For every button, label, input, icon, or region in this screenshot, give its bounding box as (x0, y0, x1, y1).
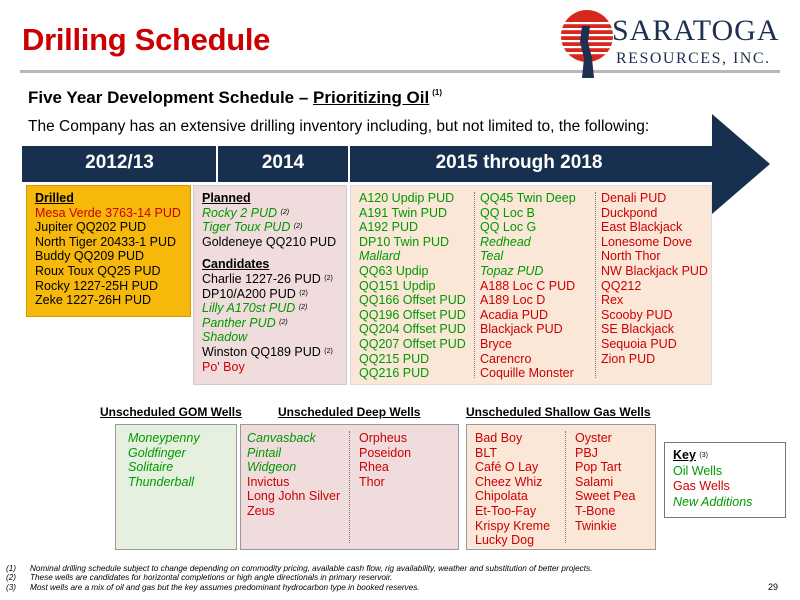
planned-header: Planned (202, 191, 251, 205)
gom-wells-list (128, 431, 200, 489)
well-item (359, 475, 411, 490)
well-item-label: SE Blackjack (601, 322, 674, 337)
well-item-label: Zeke 1227-26H PUD (35, 293, 152, 308)
well-item (480, 337, 576, 352)
well-item-label: Poseidon (359, 445, 412, 460)
well-item (202, 316, 338, 331)
deep-wells-list-b (359, 431, 411, 489)
well-item-label: Acadia PUD (480, 307, 549, 322)
column-divider (349, 431, 350, 543)
well-item-label: Twinkie (575, 518, 617, 533)
well-item-label: T-Bone (575, 503, 616, 518)
well-item-label: QQ Loc G (480, 220, 537, 235)
well-item-label: Orpheus (359, 431, 407, 445)
intro-text: The Company has an extensive drilling inventory including, but not limited to, the following: (28, 118, 650, 135)
well-item-label: A188 Loc C PUD (480, 278, 576, 293)
candidates-list (202, 272, 338, 374)
well-item (202, 235, 338, 250)
well-item-label: Et-Too-Fay (475, 503, 537, 518)
well-item (575, 475, 635, 490)
well-item-label: Tiger Toux PUD (202, 220, 291, 235)
drilled-header: Drilled (35, 191, 74, 205)
well-item (575, 460, 635, 475)
well-item-label: Krispy Kreme (475, 518, 551, 533)
well-item-label: Bryce (480, 336, 512, 351)
page-title: Drilling Schedule (22, 22, 271, 57)
wells-2015-list-a (359, 191, 466, 381)
wells-2015-list-c (601, 191, 708, 366)
well-item-label: Mallard (359, 249, 400, 264)
well-item (480, 264, 576, 279)
footnote-ref: (1) (432, 88, 442, 97)
legend-key (664, 442, 786, 518)
well-item-label: Po' Boy (202, 359, 245, 374)
drilled-list (35, 206, 182, 308)
well-item-label: Solitaire (128, 460, 174, 475)
well-item-label: Shadow (202, 330, 248, 345)
year-label-2012: 2012/13 (85, 152, 154, 173)
well-item (359, 220, 466, 235)
well-item (35, 220, 182, 235)
well-item-label: QQ Loc B (480, 205, 535, 220)
well-item-label: Moneypenny (128, 431, 200, 445)
well-item (247, 460, 340, 475)
well-item-label: Thunderball (128, 474, 195, 489)
well-item (575, 431, 635, 446)
well-item (601, 293, 708, 308)
well-item-label: Carencro (480, 351, 532, 366)
well-item-label: Rex (601, 293, 624, 308)
well-item-label: Zeus (247, 503, 275, 518)
well-item (480, 206, 576, 221)
well-item-label: Rocky 2 PUD (202, 205, 278, 220)
well-item (128, 431, 200, 446)
well-item-label: QQ207 Offset PUD (359, 336, 466, 351)
wells-2015-list-b (480, 191, 576, 381)
well-item-label: Sweet Pea (575, 489, 636, 504)
well-item (247, 475, 340, 490)
well-item (359, 264, 466, 279)
well-item-label: Mesa Verde 3763-14 PUD (35, 205, 181, 220)
well-item (601, 220, 708, 235)
well-item-label: Denali PUD (601, 191, 667, 205)
footnote-ref: (2) (279, 318, 288, 326)
well-item-label: Thor (359, 474, 385, 489)
wells-2015-2018-box (350, 185, 712, 385)
well-item (480, 249, 576, 264)
well-item-label: A120 Updip PUD (359, 191, 455, 205)
well-item (128, 475, 200, 490)
well-item (247, 504, 340, 519)
key-new-additions: New Additions (673, 494, 753, 509)
well-item (480, 308, 576, 323)
well-item-label: QQ212 (601, 278, 642, 293)
well-item (480, 293, 576, 308)
well-item-label: DP10 Twin PUD (359, 234, 450, 249)
well-item (128, 460, 200, 475)
well-item-label: Long John Silver (247, 489, 341, 504)
well-item (359, 293, 466, 308)
well-item (359, 460, 411, 475)
shallow-wells-list-b (575, 431, 635, 533)
well-item-label: QQ196 Offset PUD (359, 307, 466, 322)
well-item-label: Oyster (575, 431, 612, 445)
well-item-label: Widgeon (247, 460, 297, 475)
well-item (475, 519, 550, 534)
wells-2014-box (193, 185, 347, 385)
well-item (475, 460, 550, 475)
footnotes (6, 564, 592, 592)
well-item (480, 366, 576, 381)
company-logo (560, 8, 792, 80)
well-item-label: Coquille Monster (480, 366, 574, 381)
well-item (480, 322, 576, 337)
shallow-wells-list-a (475, 431, 550, 548)
gom-wells-header: Unscheduled GOM Wells (100, 405, 242, 419)
well-item-label: Charlie 1227-26 PUD (202, 271, 321, 286)
well-item-label: Lilly A170st PUD (202, 301, 296, 316)
well-item-label: QQ216 PUD (359, 366, 430, 381)
well-item-label: Invictus (247, 474, 290, 489)
well-item (359, 446, 411, 461)
well-item-label: Roux Toux QQ25 PUD (35, 263, 161, 278)
well-item (202, 330, 338, 345)
footnote-3: (3) Most wells are a mix of oil and gas but the key assumes predominant hydrocarbon type in booked reserves. (6, 582, 420, 592)
well-item (247, 446, 340, 461)
well-item (202, 206, 338, 221)
well-item (35, 279, 182, 294)
well-item-label: Blackjack PUD (480, 322, 563, 337)
well-item (601, 249, 708, 264)
year-label-2014: 2014 (261, 152, 305, 173)
key-oil-wells: Oil Wells (673, 463, 723, 478)
year-label-2015-2018: 2015 through 2018 (435, 152, 603, 173)
well-item (247, 489, 340, 504)
well-item (601, 279, 708, 294)
well-item-label: Rocky 1227-25H PUD (35, 278, 158, 293)
well-item-label: Chipolata (475, 489, 528, 504)
well-item-label: Café O Lay (475, 460, 539, 475)
key-footnote-ref: (3) (699, 452, 708, 459)
well-item (359, 249, 466, 264)
section-heading-prefix: Five Year Development Schedule – (28, 88, 314, 107)
well-item (480, 352, 576, 367)
footnote-ref: (2) (299, 289, 308, 297)
well-item-label: QQ204 Offset PUD (359, 322, 466, 337)
well-item (601, 308, 708, 323)
footnote-2: (2) These wells are candidates for horizontal completions or high angle directionals in primary reservoir. (6, 573, 393, 583)
well-item-label: QQ45 Twin Deep (480, 191, 576, 205)
well-item-label: North Thor (601, 249, 661, 264)
well-item-label: Buddy QQ209 PUD (35, 249, 145, 264)
well-item-label: Rhea (359, 460, 389, 475)
well-item-label: Teal (480, 249, 504, 264)
well-item (601, 322, 708, 337)
candidates-header: Candidates (202, 257, 270, 272)
footnote-ref: (2) (324, 347, 333, 355)
well-item-label: Panther PUD (202, 315, 276, 330)
well-item-label: Goldeneye QQ210 PUD (202, 234, 337, 249)
well-item-label: A191 Twin PUD (359, 205, 448, 220)
footnote-1: (1) Nominal drilling schedule subject to change depending on commodity pricing, available cash flow, rig availability, weather and substitution of better projects. (6, 564, 593, 573)
well-item-label: Goldfinger (128, 445, 186, 460)
well-item (359, 352, 466, 367)
well-item-label: East Blackjack (601, 220, 683, 235)
well-item (575, 446, 635, 461)
well-item-label: DP10/A200 PUD (202, 286, 296, 301)
well-item (359, 431, 411, 446)
well-item (359, 308, 466, 323)
footnote-ref: (2) (293, 223, 303, 231)
planned-list (202, 206, 338, 250)
well-item (35, 264, 182, 279)
well-item-label: QQ151 Updip (359, 278, 436, 293)
well-item-label: Bad Boy (475, 431, 523, 445)
well-item-label: Pop Tart (575, 460, 622, 475)
well-item (480, 235, 576, 250)
well-item-label: Lonesome Dove (601, 234, 693, 249)
gom-wells-box (115, 424, 237, 550)
well-item (480, 279, 576, 294)
well-item (475, 489, 550, 504)
well-item (202, 272, 338, 287)
well-item-label: Winston QQ189 PUD (202, 344, 321, 359)
well-item-label: PBJ (575, 445, 598, 460)
well-item (575, 519, 635, 534)
well-item (480, 191, 576, 206)
logo-wordmark: SARATOGA (612, 14, 780, 47)
column-divider (595, 192, 596, 378)
section-heading-emphasis: Prioritizing Oil (313, 88, 430, 107)
well-item-label: QQ166 Offset PUD (359, 293, 466, 308)
well-item (35, 249, 182, 264)
well-item-label: A192 PUD (359, 220, 419, 235)
well-item (475, 504, 550, 519)
deep-wells-box (240, 424, 459, 550)
key-gas-wells: Gas Wells (673, 479, 730, 493)
well-item-label: Salami (575, 474, 614, 489)
well-item-label: Duckpond (601, 205, 658, 220)
well-item (35, 206, 182, 221)
well-item (359, 366, 466, 381)
well-item (475, 431, 550, 446)
well-item (575, 489, 635, 504)
well-item (601, 191, 708, 206)
well-item (202, 220, 338, 235)
footnote-ref: (2) (298, 304, 308, 312)
shallow-gas-wells-box (466, 424, 656, 550)
well-item-label: BLT (475, 445, 497, 460)
well-item (359, 322, 466, 337)
well-item-label: QQ63 Updip (359, 263, 429, 278)
deep-wells-list-a (247, 431, 340, 519)
well-item (475, 446, 550, 461)
well-item (601, 206, 708, 221)
well-item (359, 279, 466, 294)
well-item-label: Sequoia PUD (601, 336, 677, 351)
well-item-label: Pintail (247, 445, 282, 460)
well-item (359, 206, 466, 221)
well-item-label: NW Blackjack PUD (601, 263, 708, 278)
well-item-label: Zion PUD (601, 351, 656, 366)
well-item (359, 337, 466, 352)
well-item (601, 337, 708, 352)
well-item (202, 345, 338, 360)
well-item (601, 352, 708, 367)
well-item-label: Lucky Dog (475, 533, 535, 548)
well-item-label: Canvasback (247, 431, 316, 445)
well-item-label: North Tiger 20433-1 PUD (35, 234, 177, 249)
deep-wells-header: Unscheduled Deep Wells (278, 405, 421, 419)
well-item-label: QQ215 PUD (359, 351, 430, 366)
footnote-ref: (2) (324, 274, 333, 282)
well-item-label: Redhead (480, 234, 531, 249)
logo-subtitle: RESOURCES, INC. (616, 50, 771, 67)
well-item (359, 191, 466, 206)
well-item (601, 264, 708, 279)
well-item-label: Topaz PUD (480, 263, 544, 278)
well-item (202, 301, 338, 316)
column-divider (474, 192, 475, 378)
saratoga-emblem-icon (560, 8, 614, 80)
well-item (35, 235, 182, 250)
well-item-label: Scooby PUD (601, 307, 673, 322)
well-item (480, 220, 576, 235)
shallow-gas-wells-header: Unscheduled Shallow Gas Wells (466, 405, 651, 419)
well-item (247, 431, 340, 446)
well-item (128, 446, 200, 461)
well-item (475, 533, 550, 548)
key-title: Key (673, 448, 696, 462)
drilled-wells-box (26, 185, 191, 317)
section-heading (28, 88, 442, 108)
well-item (359, 235, 466, 250)
well-item (202, 360, 338, 375)
footnote-ref: (2) (280, 208, 290, 216)
page-number: 29 (768, 582, 779, 592)
well-item (475, 475, 550, 490)
well-item-label: A189 Loc D (480, 293, 546, 308)
well-item (601, 235, 708, 250)
well-item-label: Jupiter QQ202 PUD (35, 220, 147, 235)
column-divider (565, 431, 566, 543)
well-item (35, 293, 182, 308)
well-item (575, 504, 635, 519)
well-item-label: Cheez Whiz (475, 474, 543, 489)
well-item (202, 287, 338, 302)
